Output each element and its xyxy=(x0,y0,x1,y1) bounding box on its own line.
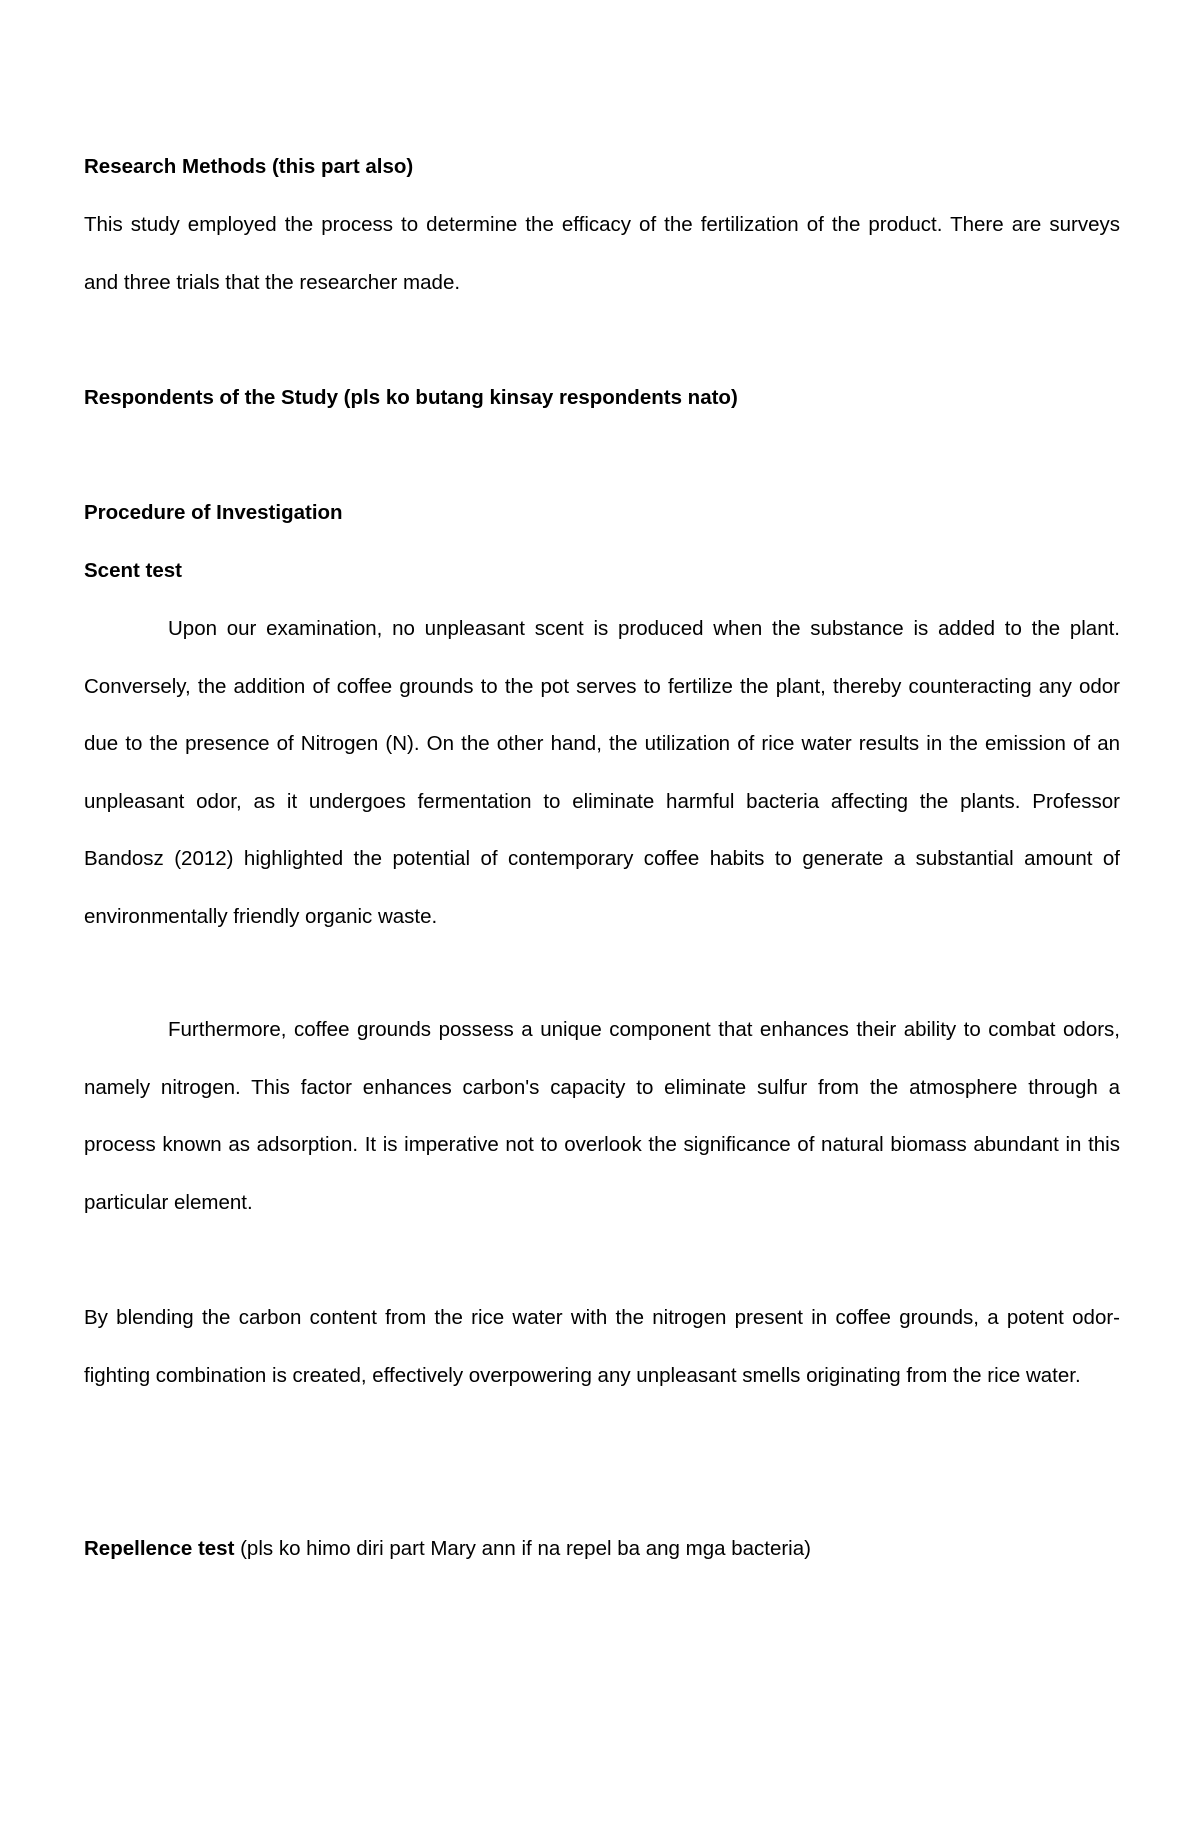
research-methods-paragraph: This study employed the process to determine the efficacy of the fertilization of the product. There are surveys and three trials that the researcher made. xyxy=(84,213,1120,294)
research-methods-section xyxy=(84,138,1120,311)
repellence-heading: Repellence test xyxy=(84,1537,235,1560)
repellence-line xyxy=(84,1520,1120,1578)
procedure-heading: Procedure of Investigation xyxy=(84,501,343,524)
scent-test-paragraph-1: Upon our examination, no unpleasant scent is produced when the substance is added to the plant. Conversely, the addition of coffee grounds to the pot serves to fertilize the plant, thereby counteracting any odor due to the presence of Nitrogen (N). On the other hand, the utilization of rice water results in the emission of an unpleasant odor, as it undergoes fermentation to eliminate harmful bacteria affecting the plants. Professor Bandosz (2012) highlighted the potential of contemporary coffee habits to generate a substantial amount of environmentally friendly organic waste. xyxy=(84,617,1120,928)
procedure-section xyxy=(84,484,1120,945)
scent-test-paragraph-3: By blending the carbon content from the rice water with the nitrogen present in coffee grounds, a potent odor-fighting combination is created, effectively overpowering any unpleasant smells originating from the rice water. xyxy=(84,1306,1120,1387)
respondents-heading: Respondents of the Study (pls ko butang kinsay respondents nato) xyxy=(84,386,738,409)
scent-test-heading: Scent test xyxy=(84,559,182,582)
repellence-note: (pls ko himo diri part Mary ann if na repel ba ang mga bacteria) xyxy=(234,1537,811,1560)
repellence-section xyxy=(84,1520,1120,1578)
scent-test-paragraph-2: Furthermore, coffee grounds possess a unique component that enhances their ability to combat odors, namely nitrogen. This factor enhances carbon's capacity to eliminate sulfur from the atmosphere through a process known as adsorption. It is imperative not to overlook the significance of natural biomass abundant in this particular element. xyxy=(84,1018,1120,1214)
research-methods-heading: Research Methods (this part also) xyxy=(84,155,414,178)
respondents-section xyxy=(84,369,1120,427)
scent-test-paragraph-3-block xyxy=(84,1289,1120,1404)
scent-test-paragraph-2-block xyxy=(84,1001,1120,1231)
